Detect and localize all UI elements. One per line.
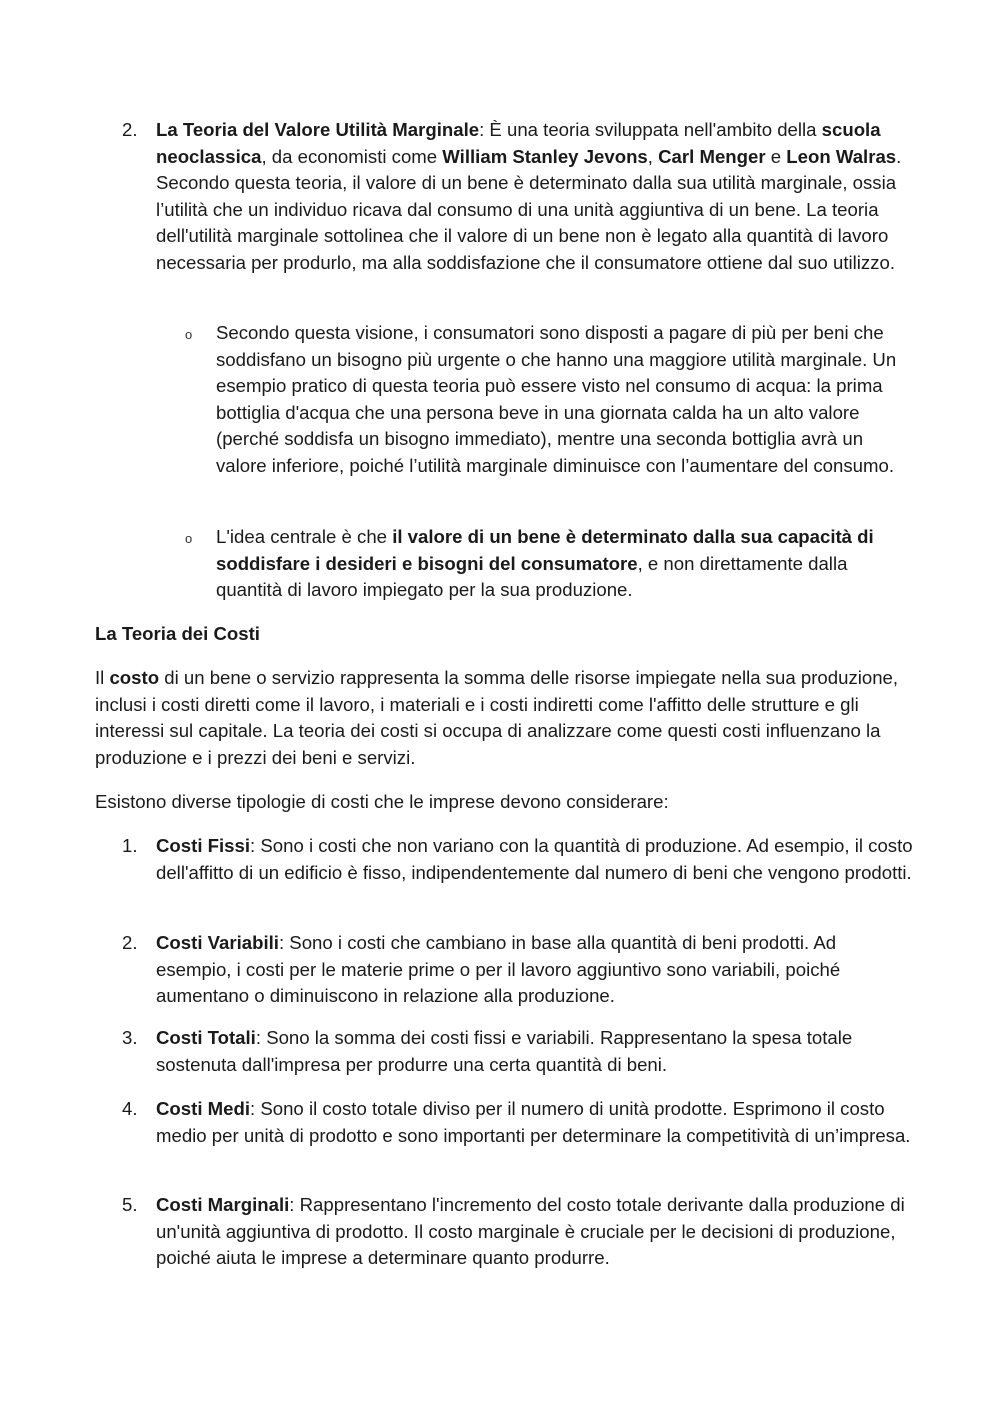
item-title: La Teoria del Valore Utilità Marginale: [156, 119, 480, 140]
text-run: : Sono i costi che cambiano in base alla quantità di beni prodotti. Ad esempio, i costi per le materie prime o per il lavoro aggiuntivo sono variabili, poiché aumentano o diminuiscono in relazione alla produzione.: [156, 932, 841, 1007]
list-number: 5.: [122, 1194, 138, 1215]
list-number: 1.: [122, 835, 138, 856]
section-heading: [95, 621, 915, 648]
text-run: : Sono i costi che non variano con la quantità di produzione. Ad esempio, il costo dell'affitto di un edificio è fisso, indipendentemente dal numero di beni che vengono prodotti.: [156, 835, 913, 883]
cost-term: Costi Marginali: [156, 1194, 290, 1215]
cost-definition-paragraph: [95, 665, 915, 771]
text-run: di un bene o servizio rappresenta la somma delle risorse impiegate nella sua produzione, inclusi i costi diretti come il lavoro, i materiali e i costi indiretti come l'affitto delle strutture e gli interessi sul capitale. La teoria dei costi si occupa di analizzare come questi costi influenzano la produzione e i prezzi dei beni e servizi.: [95, 667, 899, 768]
bold-term: Leon Walras: [786, 145, 897, 167]
text-run: : Sono la somma dei costi fissi e variabili. Rappresentano la spesa totale sostenuta dall'impresa per produrre una certa quantità di beni.: [156, 1027, 853, 1075]
text-run: e: [765, 145, 787, 167]
list-item-text: [156, 930, 916, 1010]
bold-term: William Stanley Jevons: [442, 145, 648, 167]
bold-term: costo: [109, 667, 160, 688]
bold-phrase: il valore di un bene è determinato dalla sua capacità di soddisfare i desideri e bisogni del consumatore: [216, 526, 874, 574]
text-run: : Rappresentano l'incremento del costo totale derivante dalla produzione di un'unità aggiuntiva di prodotto. Il costo marginale è cruciale per le decisioni di produzione, poiché aiuta le imprese a determinare quanto produrre.: [156, 1194, 905, 1269]
cost-term: Costi Medi: [156, 1098, 251, 1119]
list-item-text: [156, 1192, 916, 1272]
bold-term: scuola neoclassica: [156, 119, 881, 167]
circle-bullet-icon: o: [185, 327, 193, 342]
list-item-text: [156, 1096, 916, 1149]
list-item-text: [156, 833, 916, 886]
text-run: , da economisti come: [261, 145, 443, 167]
heading-text: La Teoria dei Costi: [95, 623, 260, 644]
text-run: . Secondo questa teoria, il valore di un bene è determinato dalla sua utilità marginale, ossia l’utilità che un individuo ricava dal consumo di una unità aggiuntiva di un bene. La teoria dell'utilità marginale sottolinea che il valore di un bene non è legato alla quantità di lavoro necessaria per produrlo, ma alla soddisfazione che il consumatore ottiene dal suo utilizzo.: [156, 145, 902, 273]
list-number: 2.: [122, 119, 138, 140]
list-number: 3.: [122, 1027, 138, 1048]
sub-bullet-text: [216, 524, 916, 604]
cost-term: Costi Fissi: [156, 835, 251, 856]
bold-term: Carl Menger: [658, 145, 766, 167]
text-run: : Sono il costo totale diviso per il numero di unità prodotte. Esprimono il costo medio per unità di prodotto e sono importanti per determinare la competitività di un’impresa.: [156, 1098, 911, 1146]
sub-bullet-text: Secondo questa visione, i consumatori sono disposti a pagare di più per beni che soddisfano un bisogno più urgente o che hanno una maggiore utilità marginale. Un esempio pratico di questa teoria può essere visto nel consumo di acqua: la prima bottiglia d'acqua che una persona beve in una giornata calda ha un alto valore (perché soddisfa un bisogno immediato), mentre una seconda bottiglia avrà un valore inferiore, poiché l’utilità marginale diminuisce con l’aumentare del consumo.: [216, 322, 897, 476]
list-item-text: [156, 1025, 916, 1078]
text-run: , e non direttamente dalla quantità di lavoro impiegato per la sua produzione.: [216, 552, 848, 601]
list-number: 2.: [122, 932, 138, 953]
utility-theory-text: [156, 117, 916, 277]
cost-types-intro: Esistono diverse tipologie di costi che le imprese devono considerare:: [95, 791, 669, 812]
cost-term: Costi Variabili: [156, 932, 279, 953]
cost-term: Costi Totali: [156, 1027, 256, 1048]
text-run: ,: [647, 145, 659, 167]
text-run: L'idea centrale è che: [216, 526, 393, 547]
text-run: : È una teoria sviluppata nell'ambito della: [479, 119, 822, 140]
list-number: 4.: [122, 1098, 138, 1119]
circle-bullet-icon: o: [185, 531, 193, 546]
text-run: Il: [95, 667, 110, 688]
